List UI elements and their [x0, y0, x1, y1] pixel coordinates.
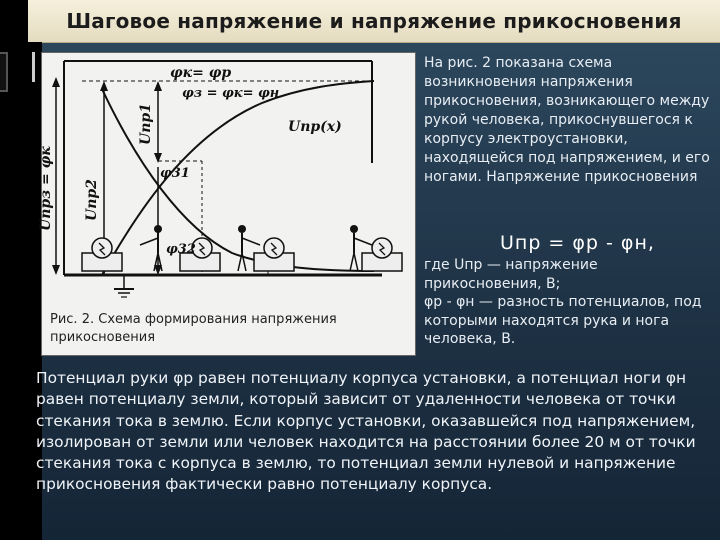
title-bar [28, 0, 720, 43]
decorative-line [32, 52, 35, 82]
label-upr-x: Uпр(x) [288, 119, 342, 135]
touch-voltage-formula: Uпр = φр - φн, [500, 232, 655, 254]
equipment-icon [254, 238, 294, 271]
decorative-block [0, 52, 8, 92]
ground-icon [114, 275, 134, 297]
arrow-head [52, 77, 60, 87]
label-upr1: Uпр1 [138, 103, 154, 145]
slide-title: Шаговое напряжение и напряжение прикосновения [66, 9, 682, 33]
arrow-head [52, 265, 60, 275]
equipment-icon [82, 238, 122, 271]
touch-voltage-diagram [38, 53, 415, 355]
label-upr3: Uпрз = φк [38, 146, 54, 231]
figure-card [38, 52, 416, 356]
slide [28, 0, 720, 540]
label-phi-k-phi-r: φк= φр [170, 65, 232, 81]
formula-explanation [424, 256, 714, 349]
bottom-paragraph: Потенциал руки φр равен потенциалу корпуса установки, а потенциал ноги φн равен потенциалу земли, который зависит от удаленности человека от точки стекания тока в землю. Если корпус установки, оказавшейся под напряжением, изолирован от земли или человек находится на расстоянии более 20 м от точки стекания тока с корпуса в землю, то потенциал земли нулевой и напряжение прикосновения фактически равно потенциалу корпуса. [36, 369, 696, 494]
label-upr2: Uпр2 [84, 179, 100, 221]
arrow-head [154, 81, 162, 91]
formula-where: где Uпр — напряжение прикосновения, В; [424, 257, 598, 292]
description-paragraph: На рис. 2 показана схема возникновения напряжения прикосновения, возникающего между рукой человека, прикоснувшегося к корпусу электроустановки, находящейся под напряжением, и его ногами. Напряжение прикосновения [424, 55, 710, 185]
label-phi-31: φ31 [160, 166, 190, 181]
label-phi-z: φз = φк= φн [182, 86, 280, 101]
figure-caption: Рис. 2. Схема формирования напряжения прикосновения [50, 312, 337, 345]
formula-difference: φр - φн — разность потенциалов, под которыми находятся рука и нога человека, В. [424, 294, 702, 347]
label-phi-32: φ32 [166, 242, 196, 257]
